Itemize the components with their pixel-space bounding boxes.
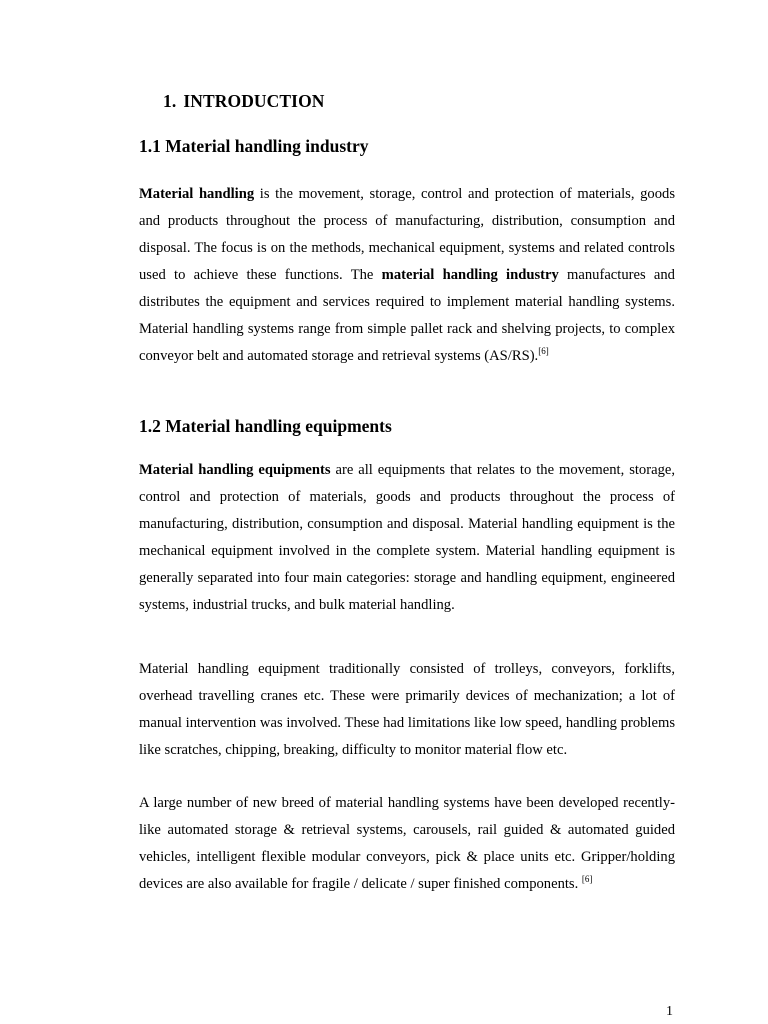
paragraph-traditional-equipment: Material handling equipment traditionally consisted of trolleys, conveyors, forklifts, overhead travelling cranes etc. These were primarily devices of mechanization; a lot of manual intervention was involved. These had limitations like low speed, handling problems like scratches, chipping, breaking, difficulty to monitor material flow etc. [139, 661, 675, 758]
paragraph-equipments-definition [139, 457, 675, 619]
paragraph-text: manufactures and distributes the equipment and services required to implement material handling systems. Material handling systems range from simple pallet rack and shelving projects, to complex conveyor belt and automated storage and retrieval systems (AS/RS). [139, 267, 675, 364]
paragraph-text: is the movement, storage, control and protection of materials, goods and products throughout the process of manufacturing, distribution, consumption and disposal. The focus is on the methods, mechanical equipment, systems and related controls used to achieve these functions. The [139, 186, 676, 283]
paragraph-new-systems [139, 790, 675, 898]
term-material-handling: Material handling [139, 186, 255, 202]
paragraph-text: A large number of new breed of material handling systems have been developed recently-like automated storage & retrieval systems, carousels, rail guided & automated guided vehicles, intelligent flexible modular conveyors, pick & place units etc. Gripper/holding devices are also available for fragile / delicate / super finished components. [139, 795, 675, 892]
paragraph-text: are all equipments that relates to the movement, storage, control and protection of materials, goods and products throughout the process of manufacturing, distribution, consumption and disposal. Material handling equipment is the mechanical equipment involved in the complete system. Material handling equipment is generally separated into four main categories: storage and handling equipment, engineered systems, industrial trucks, and bulk material handling. [139, 462, 675, 613]
term-material-handling-equipments: Material handling equipments [139, 462, 331, 478]
citation: [6] [538, 346, 549, 356]
chapter-heading [163, 91, 325, 112]
paragraph-material-handling [139, 181, 675, 370]
citation: [6] [581, 874, 593, 884]
section-heading-1-2: 1.2 Material handling equipments [139, 416, 392, 436]
section-heading-1-1: 1.1 Material handling industry [139, 136, 369, 156]
chapter-title: INTRODUCTION [183, 91, 325, 111]
page-number: 1 [666, 1004, 673, 1019]
term-material-handling-industry: material handling industry [381, 267, 559, 283]
chapter-number: 1. [163, 91, 177, 111]
